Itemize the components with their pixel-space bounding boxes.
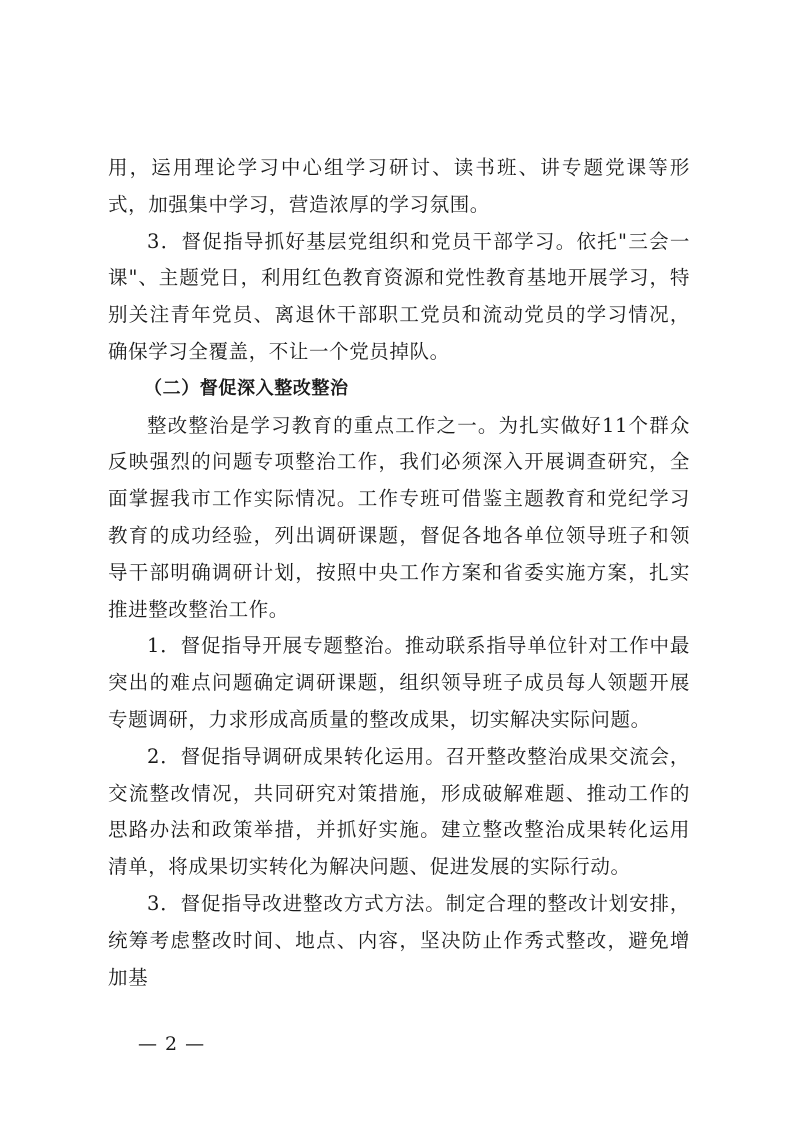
paragraph-improve-methods: 3．督促指导改进整改方式方法。制定合理的整改计划安排，统筹考虑整改时间、地点、内容，坚决防止作秀式整改，避免增加基 <box>108 891 690 989</box>
section-heading: （二）督促深入整改整治 <box>144 377 349 399</box>
paragraph-continuation: 用，运用理论学习中心组学习研讨、读书班、讲专题党课等形式，加强集中学习，营造浓厚的学习氛围。 <box>108 156 690 216</box>
paragraph-research-results: 2．督促指导调研成果转化运用。召开整改整治成果交流会，交流整改情况，共同研究对策措施，形成破解难题、推动工作的思路办法和政策举措，并抓好实施。建立整改整治成果转化运用清单，将成果切实转化为解决问题、促进发展的实际行动。 <box>108 744 690 879</box>
document-body <box>108 150 690 996</box>
paragraph-grassroots-study: 3．督促指导抓好基层党组织和党员干部学习。依托"三会一课"、主题党日，利用红色教育资源和党性教育基地开展学习，特别关注青年党员、离退休干部职工党员和流动党员的学习情况，确保学习全覆盖，不让一个党员掉队。 <box>108 229 690 363</box>
paragraph-special-rectification: 1．督促指导开展专题整治。推动联系指导单位针对工作中最突出的难点问题确定调研课题，组织领导班子成员每人领题开展专题调研，力求形成高质量的整改成果，切实解决实际问题。 <box>108 634 690 731</box>
paragraph-rectification-intro: 整改整治是学习教育的重点工作之一。为扎实做好11个群众反映强烈的问题专项整治工作，我们必须深入开展调查研究，全面掌握我市工作实际情况。工作专班可借鉴主题教育和党纪学习教育的成功经验，列出调研课题，督促各地各单位领导班子和领导干部明确调研计划，按照中央工作方案和省委实施方案，扎实推进整改整治工作。 <box>108 413 690 621</box>
page-number: — 2 — <box>138 1033 206 1055</box>
